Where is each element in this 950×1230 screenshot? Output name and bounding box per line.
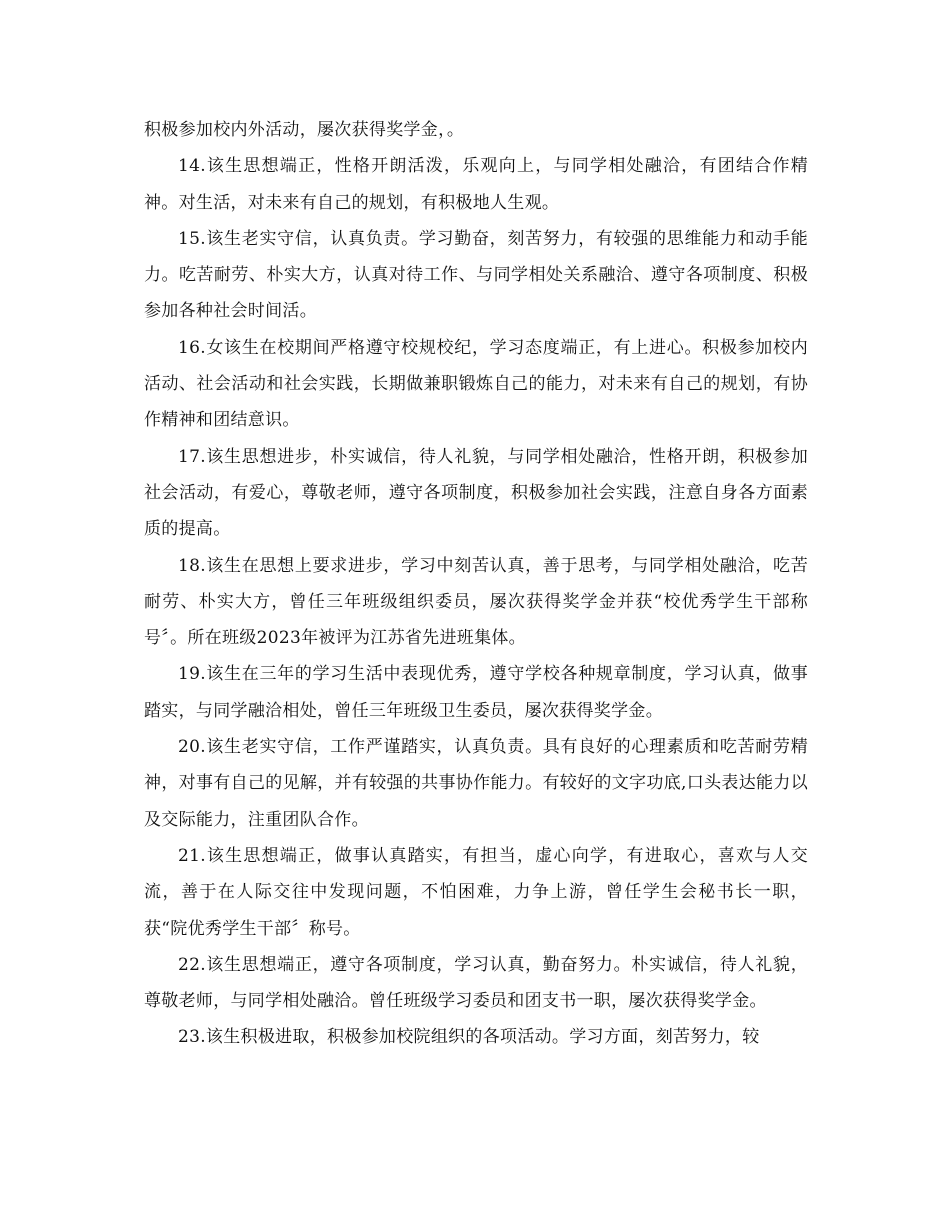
paragraph-17: 17.该生思想进步，朴实诚信，待人礼貌，与同学相处融洽，性格开朗，积极参加社会活动，有爱心，尊敬老师，遵守各项制度，积极参加社会实践，注意自身各方面素质的提高。 <box>144 446 808 540</box>
paragraph-21: 21.该生思想端正，做事认真踏实，有担当，虚心向学，有进取心，喜欢与人交流，善于在人际交往中发现问题，不怕困难，力争上游，曾任学生会秘书长一职，获“院优秀学生干部〞称号。 <box>144 845 808 939</box>
paragraph-16: 16.女该生在校期间严格遵守校规校纪，学习态度端正，有上进心。积极参加校内活动、社会活动和社会实践，长期做兼职锻炼自己的能力，对未来有自己的规划，有协作精神和团结意识。 <box>144 337 808 431</box>
paragraph-15: 15.该生老实守信，认真负责。学习勤奋，刻苦努力，有较强的思维能力和动手能力。吃苦耐劳、朴实大方，认真对待工作、与同学相处关系融洽、遵守各项制度、积极参加各种社会时间活。 <box>144 228 808 322</box>
paragraph-continuation: 积极参加校内外活动，屡次获得奖学金，。 <box>144 120 465 140</box>
paragraph-14: 14.该生思想端正，性格开朗活泼，乐观向上，与同学相处融洽，有团结合作精神。对生活，对未来有自己的规划，有积极地人生观。 <box>144 156 808 213</box>
paragraph-18: 18.该生在思想上要求进步，学习中刻苦认真，善于思考，与同学相处融洽，吃苦耐劳、朴实大方，曾任三年班级组织委员，屡次获得奖学金并获“校优秀学生干部称号〞。所在班级2023年被评为江苏省先进班集体。 <box>144 555 808 649</box>
document-body <box>144 112 808 1056</box>
paragraph-19: 19.该生在三年的学习生活中表现优秀，遵守学校各种规章制度，学习认真，做事踏实，与同学融洽相处，曾任三年班级卫生委员，屡次获得奖学金。 <box>144 664 808 721</box>
paragraph-22: 22.该生思想端正，遵守各项制度，学习认真，勤奋努力。朴实诚信，待人礼貌，尊敬老师，与同学相处融洽。曾任班级学习委员和团支书一职，屡次获得奖学金。 <box>144 954 808 1012</box>
paragraph-23: 23.该生积极进取，积极参加校院组织的各项活动。学习方面，刻苦努力，较 <box>178 1027 760 1048</box>
paragraph-20: 20.该生老实守信，工作严谨踏实，认真负责。具有良好的心理素质和吃苦耐劳精神，对事有自己的见解，并有较强的共事协作能力。有较好的文字功底,口头表达能力以及交际能力，注重团队合作。 <box>144 737 808 830</box>
